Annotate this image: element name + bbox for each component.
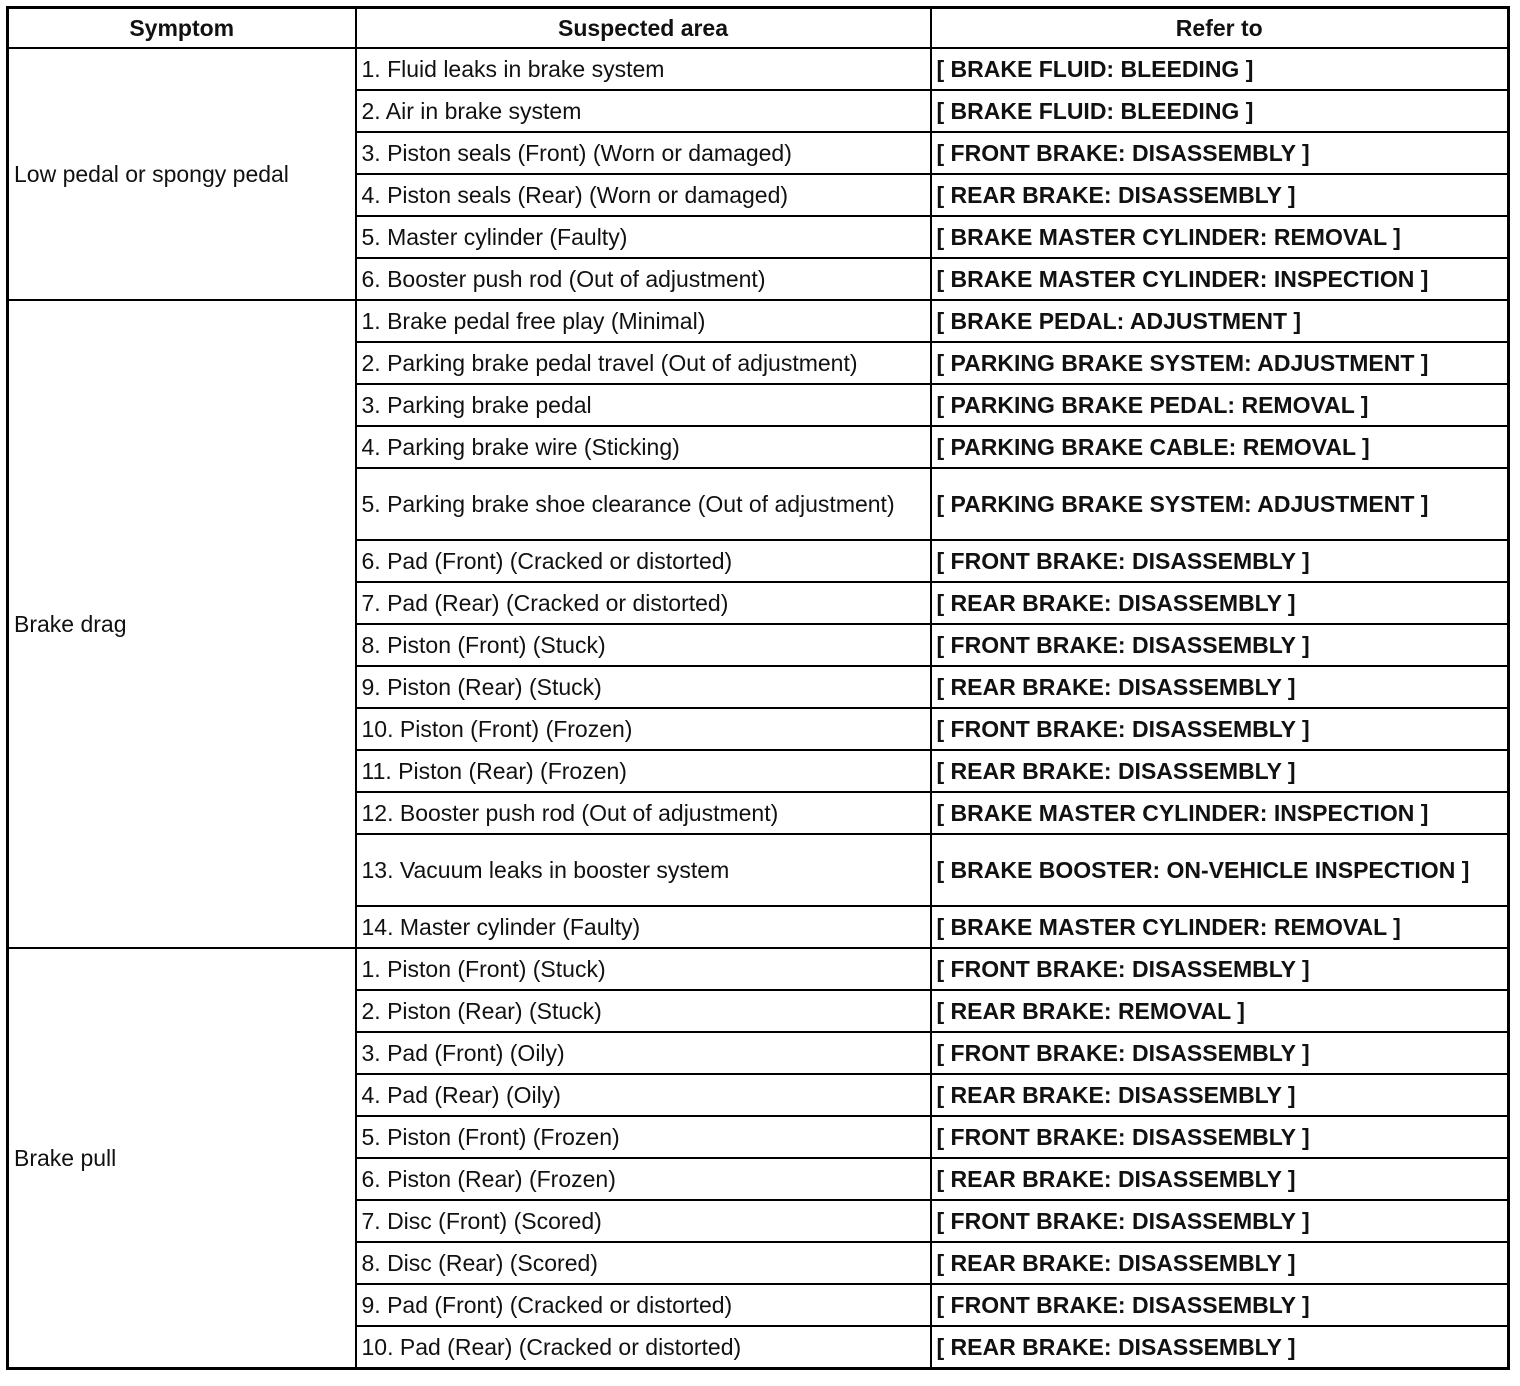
suspected-area-cell: 14. Master cylinder (Faulty) bbox=[356, 906, 931, 948]
refer-link[interactable]: [ REAR BRAKE: DISASSEMBLY ] bbox=[931, 666, 1509, 708]
suspected-area-cell: 3. Pad (Front) (Oily) bbox=[356, 1032, 931, 1074]
refer-link[interactable]: [ BRAKE PEDAL: ADJUSTMENT ] bbox=[931, 300, 1509, 342]
refer-link[interactable]: [ REAR BRAKE: DISASSEMBLY ] bbox=[931, 582, 1509, 624]
suspected-area-cell: 2. Parking brake pedal travel (Out of adjustment) bbox=[356, 342, 931, 384]
suspected-area-cell: 4. Parking brake wire (Sticking) bbox=[356, 426, 931, 468]
table-row bbox=[8, 948, 1509, 990]
refer-link[interactable]: [ PARKING BRAKE PEDAL: REMOVAL ] bbox=[931, 384, 1509, 426]
refer-link[interactable]: [ PARKING BRAKE SYSTEM: ADJUSTMENT ] bbox=[931, 468, 1509, 540]
refer-link[interactable]: [ REAR BRAKE: DISASSEMBLY ] bbox=[931, 1074, 1509, 1116]
refer-link[interactable]: [ FRONT BRAKE: DISASSEMBLY ] bbox=[931, 540, 1509, 582]
suspected-area-cell: 13. Vacuum leaks in booster system bbox=[356, 834, 931, 906]
refer-link[interactable]: [ PARKING BRAKE CABLE: REMOVAL ] bbox=[931, 426, 1509, 468]
header-row bbox=[8, 8, 1509, 49]
symptom-cell: Brake drag bbox=[8, 300, 356, 948]
suspected-area-cell: 10. Pad (Rear) (Cracked or distorted) bbox=[356, 1326, 931, 1369]
suspected-area-cell: 9. Pad (Front) (Cracked or distorted) bbox=[356, 1284, 931, 1326]
table-body bbox=[8, 48, 1509, 1369]
refer-link[interactable]: [ FRONT BRAKE: DISASSEMBLY ] bbox=[931, 948, 1509, 990]
refer-link[interactable]: [ BRAKE MASTER CYLINDER: REMOVAL ] bbox=[931, 906, 1509, 948]
suspected-area-cell: 6. Pad (Front) (Cracked or distorted) bbox=[356, 540, 931, 582]
refer-to-header: Refer to bbox=[931, 8, 1509, 49]
refer-link[interactable]: [ BRAKE BOOSTER: ON-VEHICLE INSPECTION ] bbox=[931, 834, 1509, 906]
symptom-cell: Brake pull bbox=[8, 948, 356, 1369]
table-row bbox=[8, 48, 1509, 90]
suspected-area-cell: 2. Piston (Rear) (Stuck) bbox=[356, 990, 931, 1032]
refer-link[interactable]: [ BRAKE FLUID: BLEEDING ] bbox=[931, 48, 1509, 90]
refer-link[interactable]: [ FRONT BRAKE: DISASSEMBLY ] bbox=[931, 1200, 1509, 1242]
refer-link[interactable]: [ FRONT BRAKE: DISASSEMBLY ] bbox=[931, 624, 1509, 666]
refer-link[interactable]: [ BRAKE FLUID: BLEEDING ] bbox=[931, 90, 1509, 132]
refer-link[interactable]: [ BRAKE MASTER CYLINDER: REMOVAL ] bbox=[931, 216, 1509, 258]
suspected-area-cell: 5. Piston (Front) (Frozen) bbox=[356, 1116, 931, 1158]
refer-link[interactable]: [ FRONT BRAKE: DISASSEMBLY ] bbox=[931, 1032, 1509, 1074]
refer-link[interactable]: [ REAR BRAKE: DISASSEMBLY ] bbox=[931, 750, 1509, 792]
refer-link[interactable]: [ BRAKE MASTER CYLINDER: INSPECTION ] bbox=[931, 792, 1509, 834]
symptom-cell: Low pedal or spongy pedal bbox=[8, 48, 356, 300]
refer-link[interactable]: [ FRONT BRAKE: DISASSEMBLY ] bbox=[931, 132, 1509, 174]
suspected-area-cell: 8. Piston (Front) (Stuck) bbox=[356, 624, 931, 666]
table-row bbox=[8, 300, 1509, 342]
suspected-area-cell: 1. Fluid leaks in brake system bbox=[356, 48, 931, 90]
suspected-area-cell: 8. Disc (Rear) (Scored) bbox=[356, 1242, 931, 1284]
symptom-header: Symptom bbox=[8, 8, 356, 49]
refer-link[interactable]: [ PARKING BRAKE SYSTEM: ADJUSTMENT ] bbox=[931, 342, 1509, 384]
suspected-area-cell: 2. Air in brake system bbox=[356, 90, 931, 132]
refer-link[interactable]: [ REAR BRAKE: DISASSEMBLY ] bbox=[931, 1158, 1509, 1200]
suspected-area-cell: 1. Piston (Front) (Stuck) bbox=[356, 948, 931, 990]
suspected-area-cell: 3. Piston seals (Front) (Worn or damaged) bbox=[356, 132, 931, 174]
suspected-area-cell: 3. Parking brake pedal bbox=[356, 384, 931, 426]
suspected-area-header: Suspected area bbox=[356, 8, 931, 49]
suspected-area-cell: 12. Booster push rod (Out of adjustment) bbox=[356, 792, 931, 834]
troubleshooting-table bbox=[6, 6, 1510, 1370]
refer-link[interactable]: [ REAR BRAKE: DISASSEMBLY ] bbox=[931, 174, 1509, 216]
refer-link[interactable]: [ REAR BRAKE: DISASSEMBLY ] bbox=[931, 1326, 1509, 1369]
suspected-area-cell: 5. Master cylinder (Faulty) bbox=[356, 216, 931, 258]
suspected-area-cell: 5. Parking brake shoe clearance (Out of adjustment) bbox=[356, 468, 931, 540]
suspected-area-cell: 9. Piston (Rear) (Stuck) bbox=[356, 666, 931, 708]
suspected-area-cell: 7. Pad (Rear) (Cracked or distorted) bbox=[356, 582, 931, 624]
refer-link[interactable]: [ FRONT BRAKE: DISASSEMBLY ] bbox=[931, 1284, 1509, 1326]
suspected-area-cell: 11. Piston (Rear) (Frozen) bbox=[356, 750, 931, 792]
suspected-area-cell: 4. Pad (Rear) (Oily) bbox=[356, 1074, 931, 1116]
suspected-area-cell: 7. Disc (Front) (Scored) bbox=[356, 1200, 931, 1242]
refer-link[interactable]: [ FRONT BRAKE: DISASSEMBLY ] bbox=[931, 1116, 1509, 1158]
refer-link[interactable]: [ REAR BRAKE: DISASSEMBLY ] bbox=[931, 1242, 1509, 1284]
suspected-area-cell: 4. Piston seals (Rear) (Worn or damaged) bbox=[356, 174, 931, 216]
suspected-area-cell: 6. Booster push rod (Out of adjustment) bbox=[356, 258, 931, 300]
suspected-area-cell: 6. Piston (Rear) (Frozen) bbox=[356, 1158, 931, 1200]
table-header bbox=[8, 8, 1509, 49]
refer-link[interactable]: [ FRONT BRAKE: DISASSEMBLY ] bbox=[931, 708, 1509, 750]
suspected-area-cell: 10. Piston (Front) (Frozen) bbox=[356, 708, 931, 750]
refer-link[interactable]: [ BRAKE MASTER CYLINDER: INSPECTION ] bbox=[931, 258, 1509, 300]
refer-link[interactable]: [ REAR BRAKE: REMOVAL ] bbox=[931, 990, 1509, 1032]
page bbox=[6, 6, 1510, 1370]
suspected-area-cell: 1. Brake pedal free play (Minimal) bbox=[356, 300, 931, 342]
